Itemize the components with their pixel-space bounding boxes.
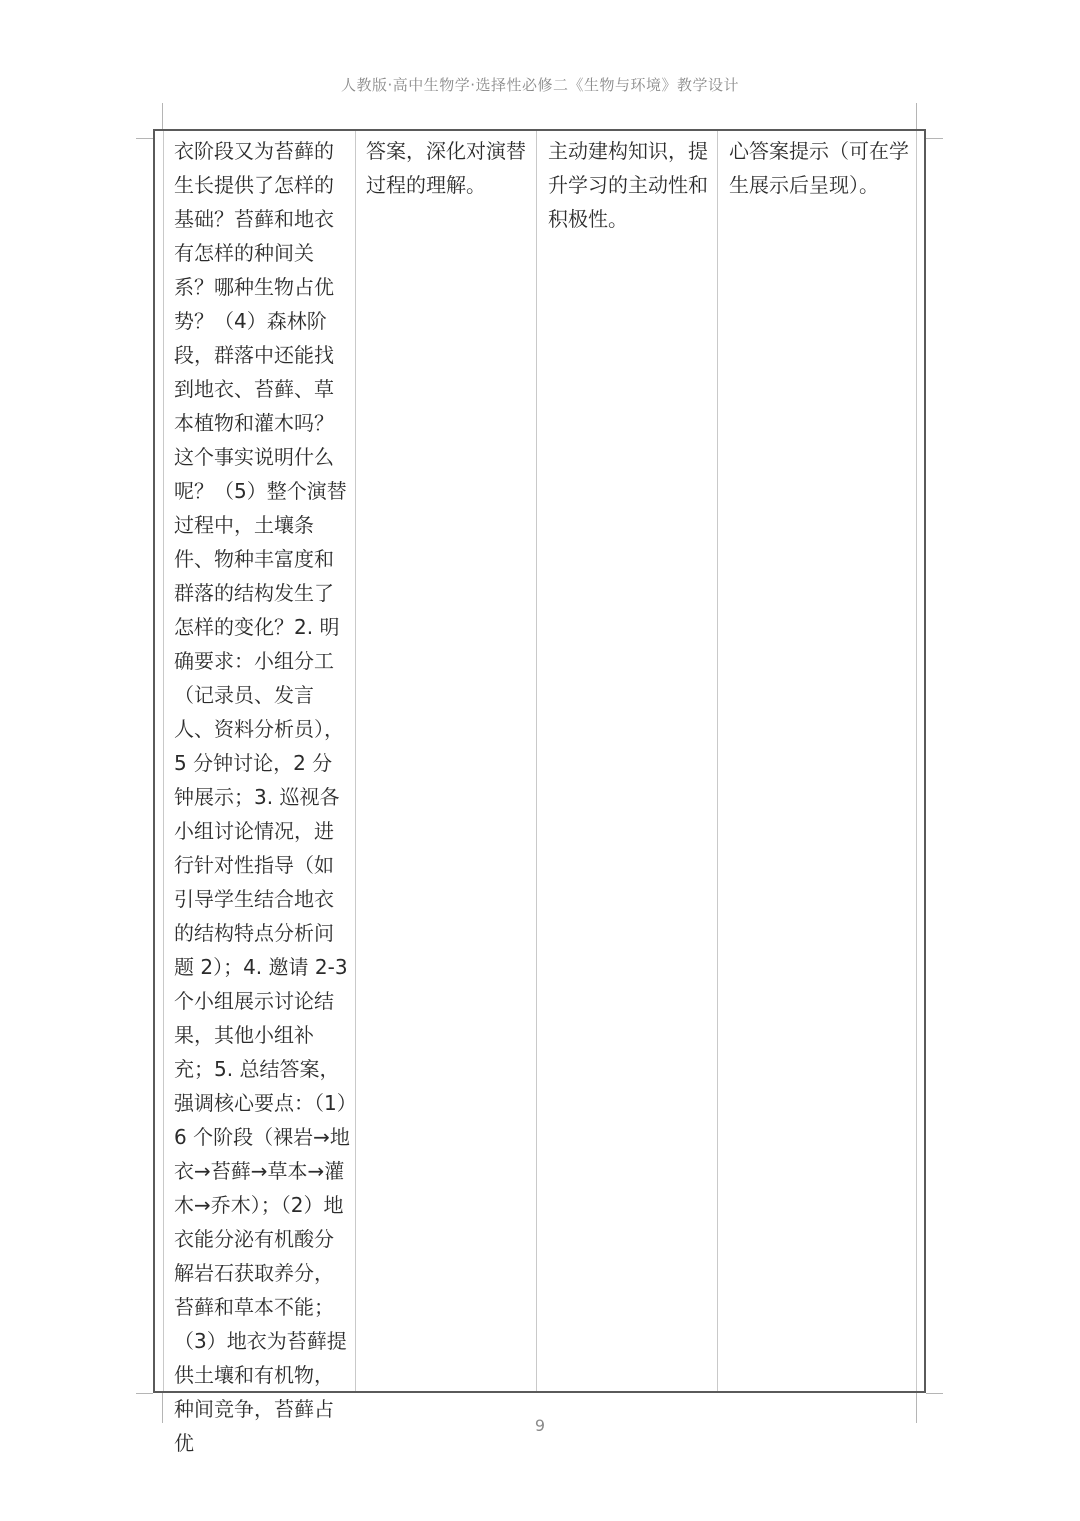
page-header-title: 人教版·高中生物学·选择性必修二《生物与环境》教学设计 bbox=[340, 76, 740, 94]
table-cell-student-activity: 答案，深化对演替过程的理解。 bbox=[366, 139, 526, 197]
crop-mark-top-right-vertical bbox=[916, 103, 917, 129]
table-cell-teacher-activity: 衣阶段又为苔藓的生长提供了怎样的基础？苔藓和地衣有怎样的种间关系？哪种生物占优势？（4）森林阶段，群落中还能找到地衣、苔藓、草本植物和灌木吗？这个事实说明什么呢？（5）整个演替过程中，土壤条件、物种丰富度和群落的结构发生了怎样的变化？2. 明确要求：小组分工（记录员、发言人、资料分析员），5 分钟讨论，2 分钟展示；3. 巡视各小组讨论情况，进行针对性指导（如引导学生结合地衣的结构特点分析问题 2）；4. 邀请 2-3 个小组展示讨论结果，其他小组补充；5. 总结答案，强调核心要点：（1）6 个阶段（裸岩→地衣→苔藓→草本→灌木→乔木）；（2）地衣能分泌有机酸分解岩石获取养分，苔藓和草本不能；（3）地衣为苔藓提供土壤和有机物，种间竞争，苔藓占优 bbox=[174, 139, 350, 1455]
table-inner-border-right bbox=[916, 131, 917, 1391]
page-number: 9 bbox=[534, 1416, 546, 1435]
table-inner-border-left bbox=[163, 131, 164, 1391]
table-column-divider-3 bbox=[717, 131, 718, 1391]
table-column-divider-1 bbox=[355, 131, 356, 1391]
table-cell-design-intent: 主动建构知识，提升学习的主动性和积极性。 bbox=[548, 139, 708, 231]
crop-mark-bottom-left-horizontal bbox=[136, 1393, 153, 1394]
table-column-divider-2 bbox=[536, 131, 537, 1391]
crop-mark-top-left-vertical bbox=[162, 103, 163, 129]
table-cell-notes: 心答案提示（可在学生展示后呈现）。 bbox=[729, 139, 909, 197]
crop-mark-top-left-horizontal bbox=[136, 138, 153, 139]
crop-mark-top-right-horizontal bbox=[926, 138, 943, 139]
crop-mark-bottom-right-horizontal bbox=[926, 1393, 943, 1394]
